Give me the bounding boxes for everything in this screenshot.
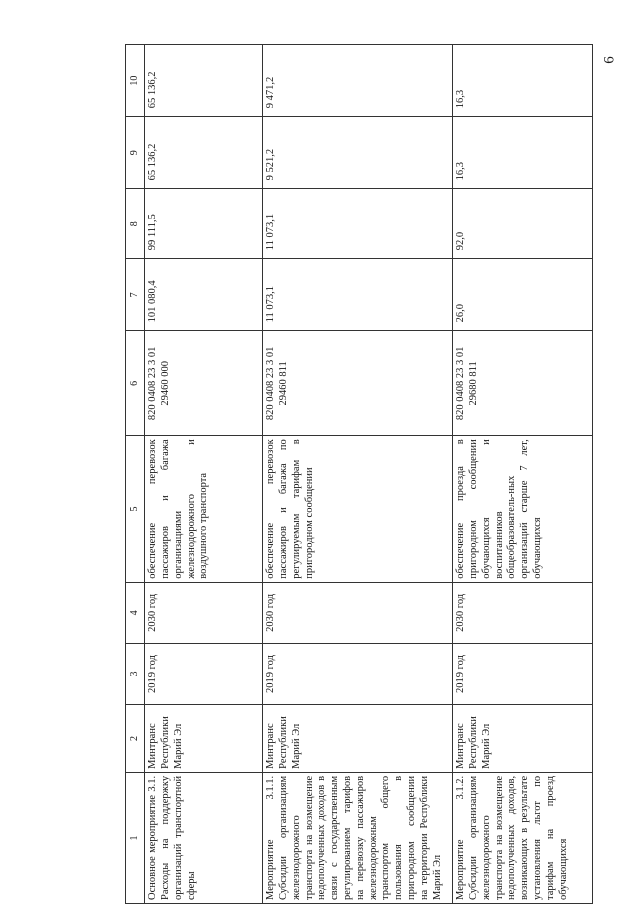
- column-header: 3: [126, 643, 145, 704]
- amount-col7: 11 073,1: [263, 259, 453, 331]
- end-year: 2030 год: [453, 582, 593, 643]
- amount-col10: 9 471,2: [263, 45, 453, 117]
- amount-col9: 16,3: [453, 117, 593, 189]
- start-year: 2019 год: [453, 643, 593, 704]
- column-header: 8: [126, 189, 145, 259]
- column-header: 4: [126, 582, 145, 643]
- rotated-table-sheet: [125, 44, 595, 904]
- column-number-row: [126, 45, 145, 904]
- end-year: 2030 год: [145, 582, 263, 643]
- measure-name: Мероприятие 3.1.1. Субсидии организациям железнодорожного транспорта на возмещение недополученных доходов в связи с государственным регулированием тарифов на перевозку пассажиров железнодорожным транспортом общего пользования в пригородном сообщении на территории Республики Марий Эл: [263, 772, 453, 903]
- expected-result: обеспечение перевозок пассажиров и багажа организациями железнодорожного и воздушного транспорта: [145, 436, 263, 582]
- column-header: 9: [126, 117, 145, 189]
- start-year: 2019 год: [145, 643, 263, 704]
- column-header: 5: [126, 436, 145, 582]
- executor: Минтранс Республики Марий Эл: [145, 705, 263, 773]
- column-header: 7: [126, 259, 145, 331]
- amount-col8: 11 073,1: [263, 189, 453, 259]
- budget-code: 820 0408 23 3 01 29460 811: [263, 331, 453, 436]
- start-year: 2019 год: [263, 643, 453, 704]
- budget-code: 820 0408 23 3 01 29680 811: [453, 331, 593, 436]
- table-row: [145, 45, 263, 904]
- page-number: 6: [601, 56, 618, 64]
- amount-col9: 65 136,2: [145, 117, 263, 189]
- expected-result: обеспечение проезда в пригородном сообщении обучающихся и воспитанников общеобразователь-ных организаций старше 7 лет, обучающихся: [453, 436, 593, 582]
- column-header: 2: [126, 705, 145, 773]
- amount-col10: 65 136,2: [145, 45, 263, 117]
- budget-code: 820 0408 23 3 01 29460 000: [145, 331, 263, 436]
- amount-col8: 99 111,5: [145, 189, 263, 259]
- table-row: [263, 45, 453, 904]
- measure-name: Мероприятие 3.1.2. Субсидии организациям железнодорожного транспорта на возмещение недополученных доходов, возникающих в результате установления льгот по тарифам на проезд обучающихся: [453, 772, 593, 903]
- amount-col8: 92,0: [453, 189, 593, 259]
- end-year: 2030 год: [263, 582, 453, 643]
- expected-result: обеспечение перевозок пассажиров и багажа по регулируемым тарифам в пригородном сообщении: [263, 436, 453, 582]
- budget-table: [125, 44, 593, 904]
- table-row: [453, 45, 593, 904]
- amount-col7: 101 080,4: [145, 259, 263, 331]
- column-header: 6: [126, 331, 145, 436]
- measure-name: Основное мероприятие 3.1. Расходы на поддержку организаций транспортной сферы: [145, 772, 263, 903]
- column-header: 1: [126, 772, 145, 903]
- executor: Минтранс Республики Марий Эл: [263, 705, 453, 773]
- amount-col10: 16,3: [453, 45, 593, 117]
- column-header: 10: [126, 45, 145, 117]
- amount-col7: 26,0: [453, 259, 593, 331]
- executor: Минтранс Республики Марий Эл: [453, 705, 593, 773]
- amount-col9: 9 521,2: [263, 117, 453, 189]
